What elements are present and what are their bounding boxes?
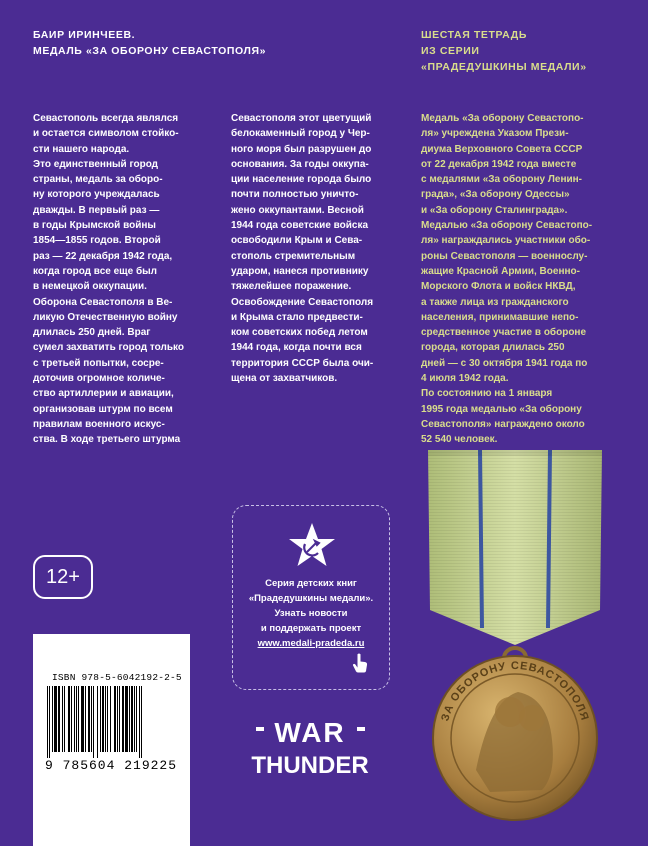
barcode-bar bbox=[52, 686, 53, 752]
text-line: в годы Крымской войны bbox=[33, 220, 156, 232]
text-line: 4 июля 1942 года. bbox=[421, 373, 509, 385]
text-line: страны, медаль за оборо- bbox=[33, 174, 163, 186]
text-column-1 bbox=[33, 111, 195, 448]
barcode-bar bbox=[129, 686, 130, 752]
promo-box bbox=[232, 505, 390, 690]
barcode-bar bbox=[74, 686, 75, 752]
text-line: ство артиллерии и авиации, bbox=[33, 388, 174, 400]
barcode-bar bbox=[88, 686, 90, 752]
barcode-bar bbox=[136, 686, 137, 752]
logo-word-war: WAR bbox=[274, 717, 346, 748]
age-rating-text: 12+ bbox=[46, 565, 80, 588]
text-line: 52 540 человек. bbox=[421, 434, 498, 446]
text-line: доточив огромное количе- bbox=[33, 373, 165, 385]
barcode-bar bbox=[107, 686, 108, 752]
promo-line-1: Серия детских книг bbox=[265, 578, 357, 589]
text-line: а также лица из гражданского bbox=[421, 296, 569, 308]
text-line: Это единственный город bbox=[33, 158, 159, 170]
text-line: основания. За годы оккупа- bbox=[231, 158, 369, 170]
author-title-header bbox=[33, 27, 266, 59]
text-line: сумел захватить город только bbox=[33, 342, 184, 354]
barcode-bar bbox=[117, 686, 118, 752]
text-line: диума Верховного Совета СССР bbox=[421, 143, 583, 155]
text-line: жащие Красной Армии, Военно- bbox=[421, 265, 580, 277]
text-line: и «За оборону Сталинграда». bbox=[421, 204, 568, 216]
barcode-digits: 9 785604 219225 bbox=[45, 758, 178, 773]
barcode-bar bbox=[97, 686, 98, 758]
hand-cursor-icon bbox=[351, 652, 369, 674]
text-line: освободили Крым и Сева- bbox=[231, 235, 363, 247]
barcode-bar bbox=[110, 686, 111, 752]
text-line: дней — с 30 октября 1941 года по bbox=[421, 357, 588, 369]
promo-text bbox=[233, 576, 389, 651]
barcode-bar bbox=[119, 686, 120, 752]
text-line: с третьей попытки, сосре- bbox=[33, 357, 164, 369]
text-line: Оборона Севастополя в Ве- bbox=[33, 296, 173, 308]
text-line: 1995 года медалью «За оборону bbox=[421, 403, 582, 415]
series-line-3: «ПРАДЕДУШКИНЫ МЕДАЛИ» bbox=[421, 61, 587, 73]
text-column-3 bbox=[421, 111, 603, 448]
text-line: роны Севастополя — военнослу- bbox=[421, 250, 588, 262]
barcode-bar bbox=[114, 686, 116, 752]
text-line: населения, принимавшие непо- bbox=[421, 311, 579, 323]
text-line: почти полностью уничто- bbox=[231, 189, 359, 201]
series-header bbox=[421, 27, 587, 75]
series-line-1: ШЕСТАЯ ТЕТРАДЬ bbox=[421, 29, 527, 41]
barcode-bar bbox=[81, 686, 84, 752]
text-line: тяжелейшее поражение. bbox=[231, 281, 352, 293]
barcode-bar bbox=[58, 686, 60, 752]
barcode-bar bbox=[100, 686, 101, 752]
text-line: длилась 250 дней. Враг bbox=[33, 327, 151, 339]
text-line: 1854—1855 годов. Второй bbox=[33, 235, 161, 247]
barcode-bar bbox=[47, 686, 48, 758]
barcode-bar bbox=[141, 686, 142, 758]
medal-illustration bbox=[410, 440, 620, 835]
text-line: средственное участие в обороне bbox=[421, 327, 587, 339]
text-line: ля» награждались участники обо- bbox=[421, 235, 591, 247]
text-line: ного моря был разрушен до bbox=[231, 143, 372, 155]
author-name: БАИР ИРИНЧЕЕВ. bbox=[33, 29, 136, 41]
barcode-bar bbox=[131, 686, 133, 752]
barcode-bar bbox=[125, 686, 128, 752]
isbn-label: ISBN 978-5-6042192-2-5 bbox=[52, 672, 182, 683]
war-thunder-logo bbox=[248, 715, 373, 777]
text-line: когда город все еще был bbox=[33, 265, 158, 277]
text-line: территория СССР была очи- bbox=[231, 357, 374, 369]
barcode-bar bbox=[105, 686, 106, 752]
text-line: града», «За оборону Одессы» bbox=[421, 189, 570, 201]
barcode-bar bbox=[71, 686, 72, 752]
text-line: города, которая длилась 250 bbox=[421, 342, 565, 354]
text-line: и Крыма стало предвести- bbox=[231, 311, 363, 323]
text-line: от 22 декабря 1942 года вместе bbox=[421, 158, 577, 170]
barcode-bar bbox=[122, 686, 124, 752]
text-line: По состоянию на 1 января bbox=[421, 388, 553, 400]
logo-word-thunder: THUNDER bbox=[251, 752, 369, 777]
text-line: ну которого учреждалась bbox=[33, 189, 160, 201]
text-line: Освобождение Севастополя bbox=[231, 296, 374, 308]
barcode-bars bbox=[45, 686, 177, 758]
star-hammer-sickle-icon bbox=[288, 522, 336, 568]
text-line: 1944 года, когда почти вся bbox=[231, 342, 362, 354]
text-line: в немецкой оккупации. bbox=[33, 281, 147, 293]
barcode-panel bbox=[33, 634, 190, 846]
text-line: Медаль «За оборону Севастопо- bbox=[421, 113, 584, 124]
promo-line-2: «Прадедушкины медали». bbox=[248, 593, 374, 604]
barcode-bar bbox=[78, 686, 79, 752]
text-line: ции население города было bbox=[231, 174, 372, 186]
text-line: ликую Отечественную войну bbox=[33, 311, 178, 323]
text-line: белокаменный город у Чер- bbox=[231, 128, 370, 140]
barcode-bar bbox=[93, 686, 94, 758]
barcode-bar bbox=[76, 686, 77, 752]
barcode-bar bbox=[134, 686, 135, 752]
barcode-bar bbox=[62, 686, 63, 752]
medal-inscription: ЗА ОБОРОНУ СЕВАСТОПОЛЯ bbox=[439, 659, 591, 723]
text-line: жено оккупантами. Весной bbox=[231, 204, 364, 216]
text-line: дважды. В первый раз — bbox=[33, 204, 160, 216]
barcode-bar bbox=[68, 686, 70, 752]
text-line: с медалями «За оборону Ленин- bbox=[421, 174, 583, 186]
book-title: МЕДАЛЬ «ЗА ОБОРОНУ СЕВАСТОПОЛЯ» bbox=[33, 45, 267, 57]
text-line: правилам военного искус- bbox=[33, 418, 165, 430]
barcode-bar bbox=[49, 686, 50, 758]
barcode-bar bbox=[102, 686, 104, 752]
barcode-bar bbox=[64, 686, 65, 752]
promo-line-4: и поддержать проект bbox=[260, 623, 362, 634]
text-line: щена от захватчиков. bbox=[231, 373, 338, 385]
text-line: организовав штурм по всем bbox=[33, 403, 173, 415]
text-line: стополь стремительным bbox=[231, 250, 356, 262]
text-line: ства. В ходе третьего штурма bbox=[33, 434, 181, 446]
series-line-2: ИЗ СЕРИИ bbox=[421, 45, 480, 57]
barcode-bar bbox=[139, 686, 140, 758]
age-rating-badge bbox=[33, 555, 93, 599]
text-line: сти нашего народа. bbox=[33, 143, 130, 155]
barcode-bar bbox=[54, 686, 57, 752]
text-line: ком советских побед летом bbox=[231, 327, 368, 339]
barcode-bar bbox=[85, 686, 86, 752]
barcode-bar bbox=[91, 686, 92, 752]
text-line: Морского Флота и войск НКВД, bbox=[421, 281, 576, 293]
text-line: и остается символом стойко- bbox=[33, 128, 179, 140]
text-line: раз — 22 декабря 1942 года, bbox=[33, 250, 173, 262]
promo-line-3: Узнать новости bbox=[274, 608, 348, 619]
text-line: Севастополя» награждено около bbox=[421, 418, 585, 430]
text-line: ля» учреждена Указом Прези- bbox=[421, 128, 569, 140]
text-line: 1944 года советские войска bbox=[231, 220, 369, 232]
text-column-2 bbox=[231, 111, 393, 386]
text-line: Севастополь всегда являлся bbox=[33, 113, 179, 124]
promo-url-link[interactable]: www.medali-pradeda.ru bbox=[257, 638, 365, 649]
text-line: Медалью «За оборону Севастопо- bbox=[421, 220, 593, 232]
text-line: Севастополя этот цветущий bbox=[231, 113, 372, 124]
text-line: ударом, нанеся противнику bbox=[231, 265, 369, 277]
